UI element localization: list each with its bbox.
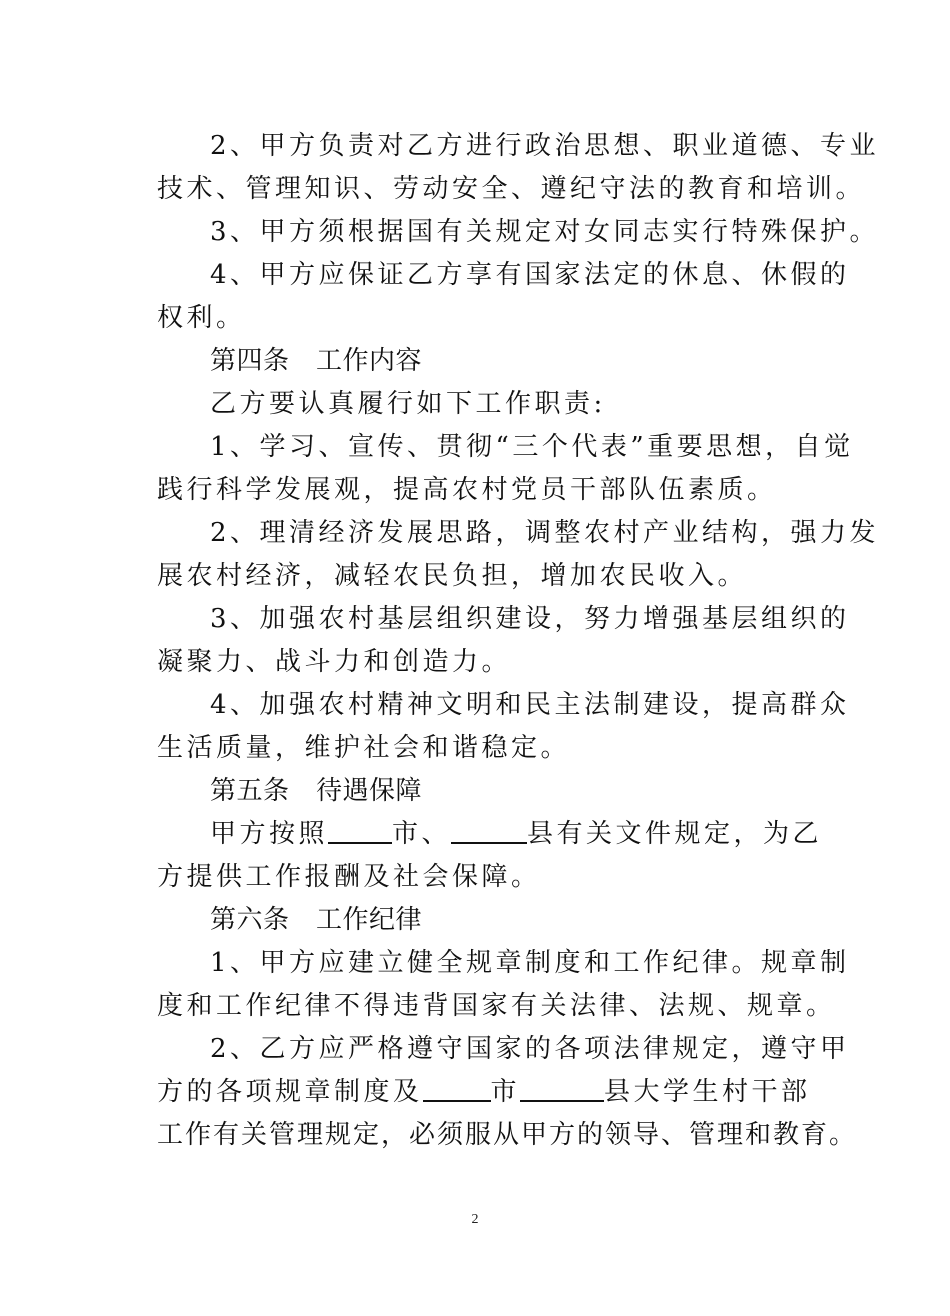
- text-segment: 方的各项规章制度及: [157, 1077, 423, 1107]
- paragraph-line: 1、学习、宣传、贯彻“三个代表”重要思想，自觉: [210, 432, 854, 462]
- paragraph-line: 度和工作纪律不得违背国家有关法律、法规、规章。: [157, 991, 836, 1021]
- paragraph-line: 生活质量，维护社会和谐稳定。: [157, 733, 571, 763]
- paragraph-line-with-blanks: [157, 813, 823, 856]
- text-segment: 县大学生村干部: [604, 1077, 811, 1107]
- paragraph-line: 4、甲方应保证乙方享有国家法定的休息、休假的: [210, 260, 850, 290]
- paragraph-line-with-blanks: [157, 1071, 811, 1114]
- paragraph-line: 2、理清经济发展思路，调整农村产业结构，强力发: [210, 518, 880, 548]
- paragraph-line: 权利。: [157, 303, 246, 333]
- paragraph-line: 3、加强农村基层组织建设，努力增强基层组织的: [210, 604, 850, 634]
- paragraph-line: 3、甲方须根据国有关规定对女同志实行特殊保护。: [210, 217, 880, 247]
- paragraph-line: 技术、管理知识、劳动安全、遵纪守法的教育和培训。: [157, 174, 866, 204]
- city-blank-field[interactable]: [423, 1074, 491, 1102]
- county-blank-field[interactable]: [451, 816, 527, 844]
- paragraph-line: 1、甲方应建立健全规章制度和工作纪律。规章制: [210, 948, 850, 978]
- section-heading-article-6: 第六条 工作纪律: [210, 905, 423, 935]
- text-segment: 县有关文件规定，为乙: [527, 819, 823, 849]
- paragraph-line: 工作有关管理规定，必须服从甲方的领导、管理和教育。: [157, 1120, 858, 1150]
- text-segment: 甲方按照: [210, 819, 329, 849]
- paragraph-line: 乙方要认真履行如下工作职责:: [210, 389, 606, 419]
- section-heading-article-5: 第五条 待遇保障: [210, 776, 423, 806]
- paragraph-line: 4、加强农村精神文明和民主法制建设，提高群众: [210, 690, 850, 720]
- text-segment: 市、: [392, 819, 452, 849]
- paragraph-line: 方提供工作报酬及社会保障。: [157, 862, 541, 892]
- page-number: 2: [471, 1212, 479, 1227]
- county-blank-field[interactable]: [520, 1074, 604, 1102]
- paragraph-line: 凝聚力、战斗力和创造力。: [157, 647, 512, 677]
- paragraph-line: 2、甲方负责对乙方进行政治思想、职业道德、专业: [210, 131, 880, 161]
- section-heading-article-4: 第四条 工作内容: [210, 346, 423, 376]
- city-blank-field[interactable]: [328, 816, 392, 844]
- document-page: [157, 125, 880, 1157]
- paragraph-line: 践行科学发展观，提高农村党员干部队伍素质。: [157, 475, 777, 505]
- paragraph-line: 2、乙方应严格遵守国家的各项法律规定，遵守甲: [210, 1034, 850, 1064]
- text-segment: 市: [490, 1077, 521, 1107]
- paragraph-line: 展农村经济，减轻农民负担，增加农民收入。: [157, 561, 748, 591]
